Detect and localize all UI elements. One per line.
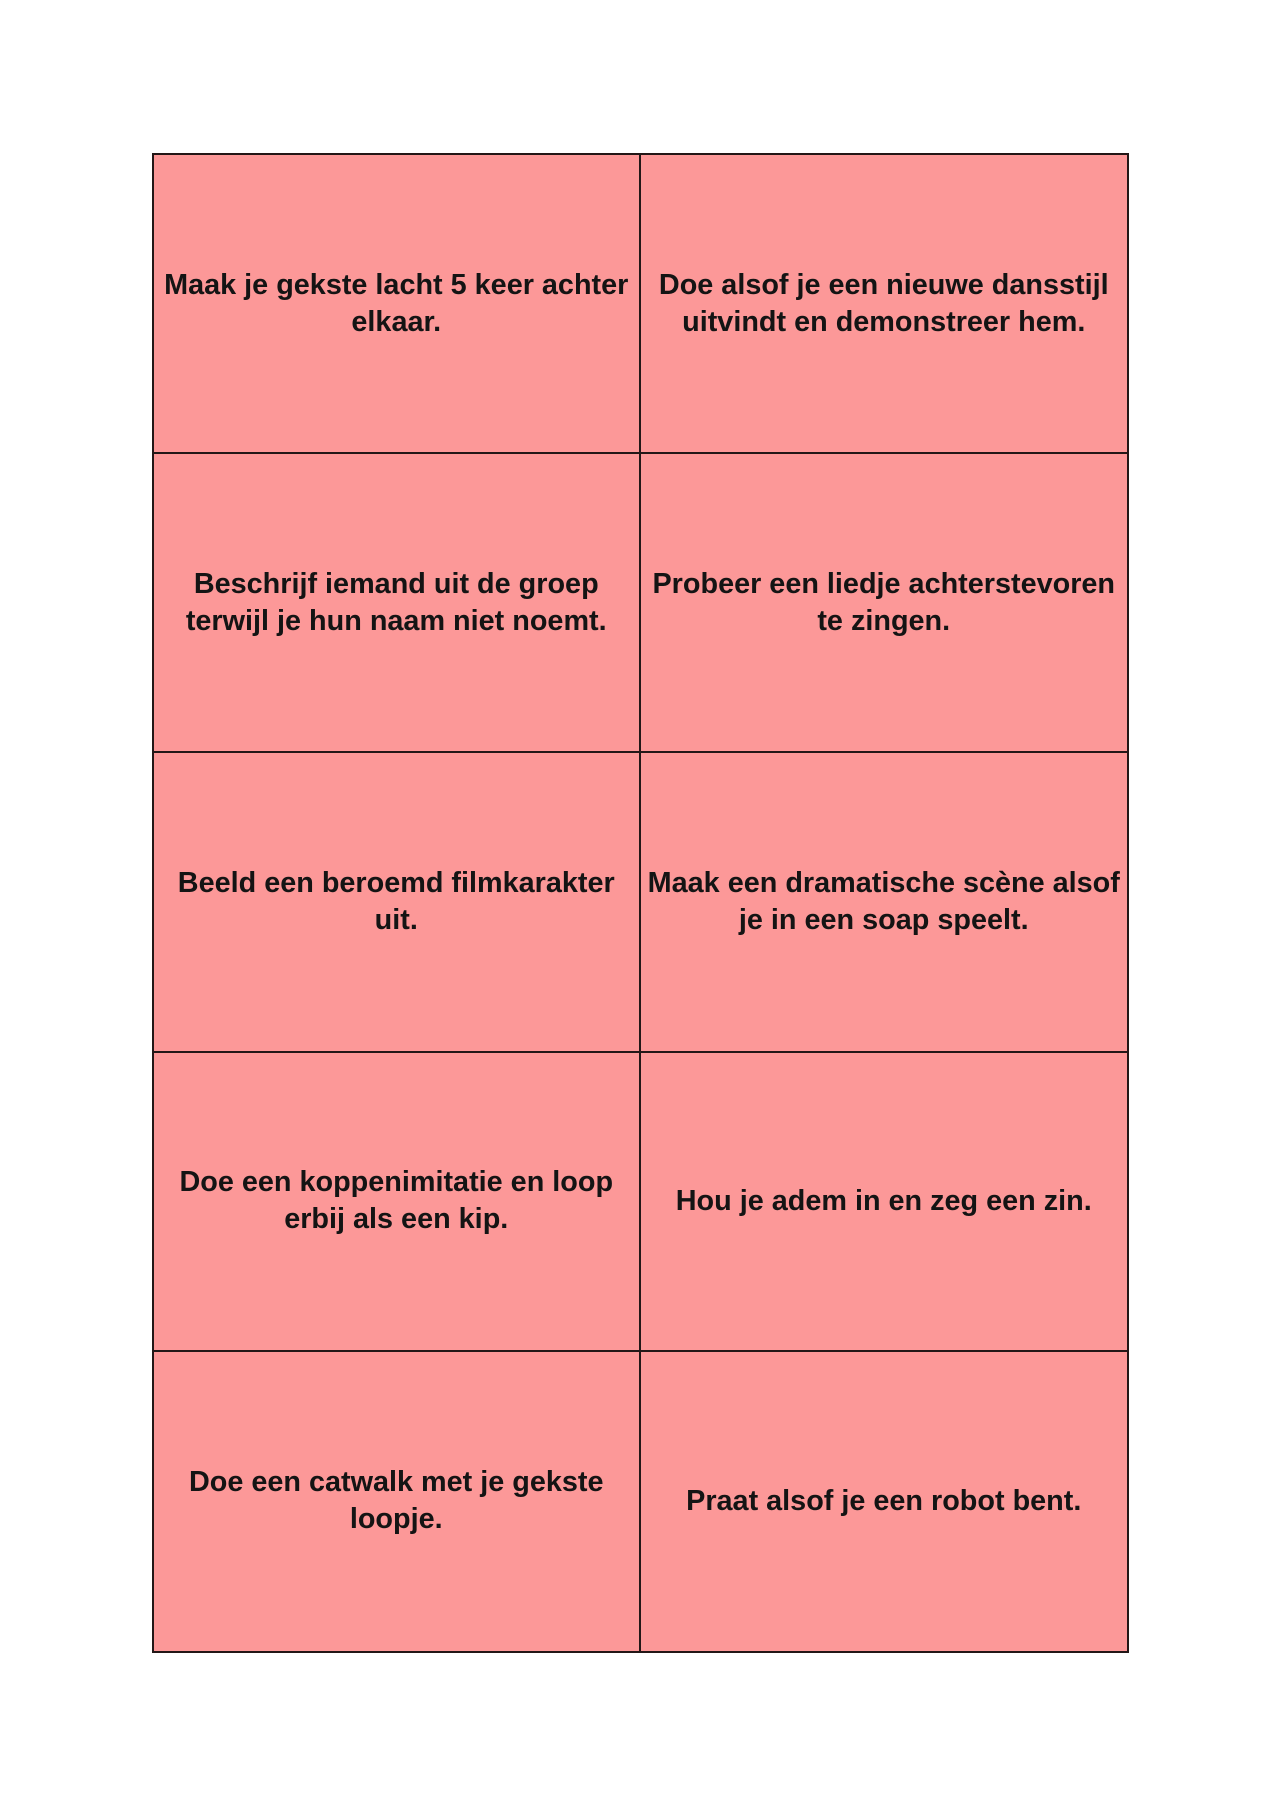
card-row5-left: Doe een catwalk met je gekste loopje. <box>154 1352 641 1651</box>
card-row3-right: Maak een dramatische scène alsof je in een soap speelt. <box>641 753 1128 1052</box>
card-row4-left: Doe een koppenimitatie en loop erbij als een kip. <box>154 1053 641 1352</box>
card-row3-left: Beeld een beroemd filmkarakter uit. <box>154 753 641 1052</box>
card-row2-left: Beschrijf iemand uit de groep terwijl je hun naam niet noemt. <box>154 454 641 753</box>
card-row4-right: Hou je adem in en zeg een zin. <box>641 1053 1128 1352</box>
card-row5-right: Praat alsof je een robot bent. <box>641 1352 1128 1651</box>
card-row1-left: Maak je gekste lacht 5 keer achter elkaar. <box>154 155 641 454</box>
card-row2-right: Probeer een liedje achterstevoren te zingen. <box>641 454 1128 753</box>
challenge-cards-table <box>152 153 1129 1653</box>
card-row1-right: Doe alsof je een nieuwe dansstijl uitvindt en demonstreer hem. <box>641 155 1128 454</box>
